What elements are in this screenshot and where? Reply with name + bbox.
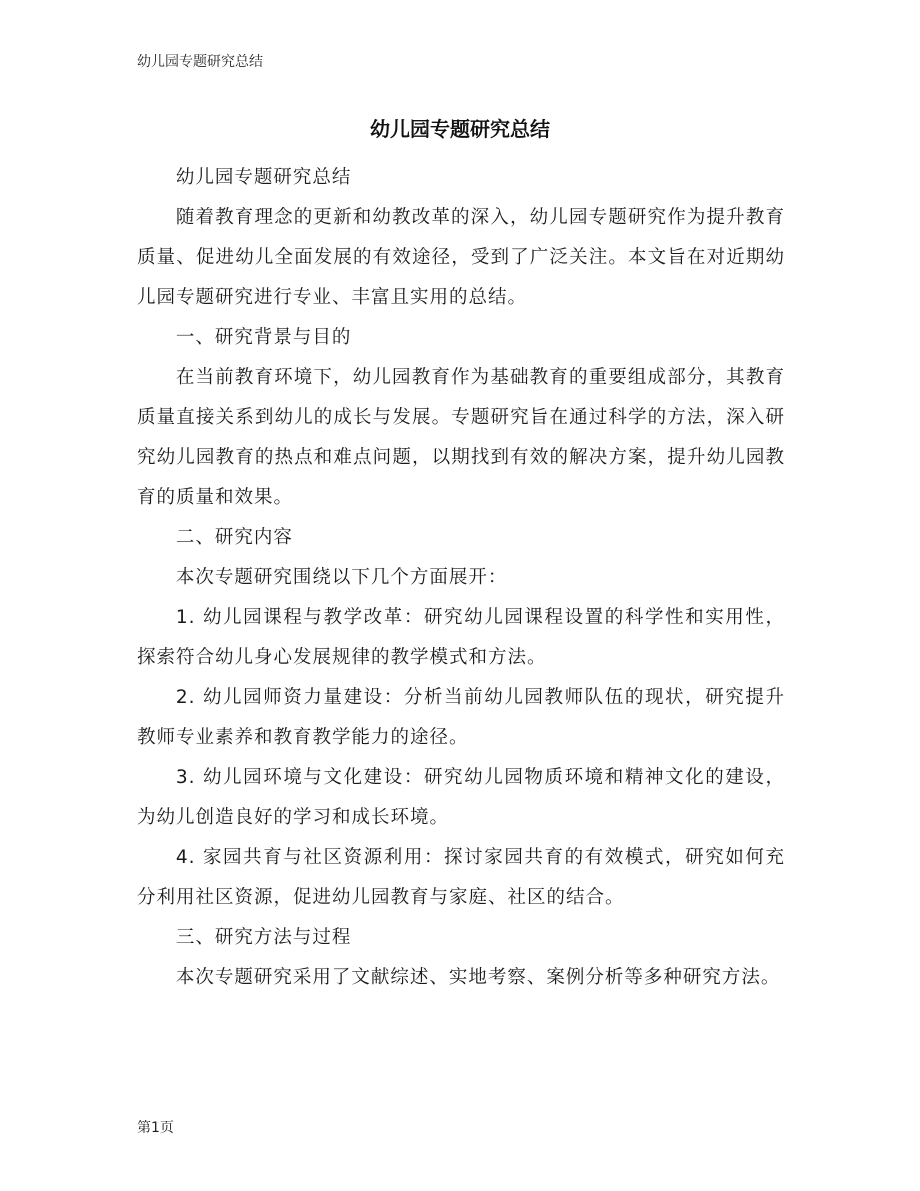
paragraph-methods: 本次专题研究采用了文献综述、实地考察、案例分析等多种研究方法。 bbox=[175, 967, 781, 988]
list-item-teachers: 2. 幼儿园师资力量建设：分析当前幼儿园教师队伍的现状，研究提升教师专业素养和教育教学能力的途径。 bbox=[137, 687, 785, 748]
list-item-curriculum: 1. 幼儿园课程与教学改革：研究幼儿园课程设置的科学性和实用性，探索符合幼儿身心发展规律的教学模式和方法。 bbox=[137, 607, 785, 668]
running-header: 幼儿园专题研究总结 bbox=[137, 54, 263, 70]
document-title: 幼儿园专题研究总结 bbox=[370, 117, 550, 141]
section-heading-background: 一、研究背景与目的 bbox=[175, 327, 352, 348]
paragraph-background: 在当前教育环境下，幼儿园教育作为基础教育的重要组成部分，其教育质量直接关系到幼儿的成长与发展。专题研究旨在通过科学的方法，深入研究幼儿园教育的热点和难点问题，以期找到有效的解决方案，提升幼儿园教育的质量和效果。 bbox=[137, 367, 785, 508]
document-body bbox=[137, 158, 785, 998]
list-item-community: 4. 家园共育与社区资源利用：探讨家园共育的有效模式，研究如何充分利用社区资源，促进幼儿园教育与家庭、社区的结合。 bbox=[137, 847, 785, 908]
paragraph-content-intro: 本次专题研究围绕以下几个方面展开： bbox=[175, 567, 508, 588]
paragraph-intro: 随着教育理念的更新和幼教改革的深入，幼儿园专题研究作为提升教育质量、促进幼儿全面发展的有效途径，受到了广泛关注。本文旨在对近期幼儿园专题研究进行专业、丰富且实用的总结。 bbox=[137, 207, 785, 308]
page-number: 第1页 bbox=[137, 1120, 174, 1136]
section-heading-content: 二、研究内容 bbox=[175, 527, 293, 548]
list-item-environment: 3. 幼儿园环境与文化建设：研究幼儿园物质环境和精神文化的建设，为幼儿创造良好的学习和成长环境。 bbox=[137, 767, 785, 828]
paragraph-subtitle: 幼儿园专题研究总结 bbox=[175, 167, 352, 188]
section-heading-methods: 三、研究方法与过程 bbox=[175, 927, 352, 948]
